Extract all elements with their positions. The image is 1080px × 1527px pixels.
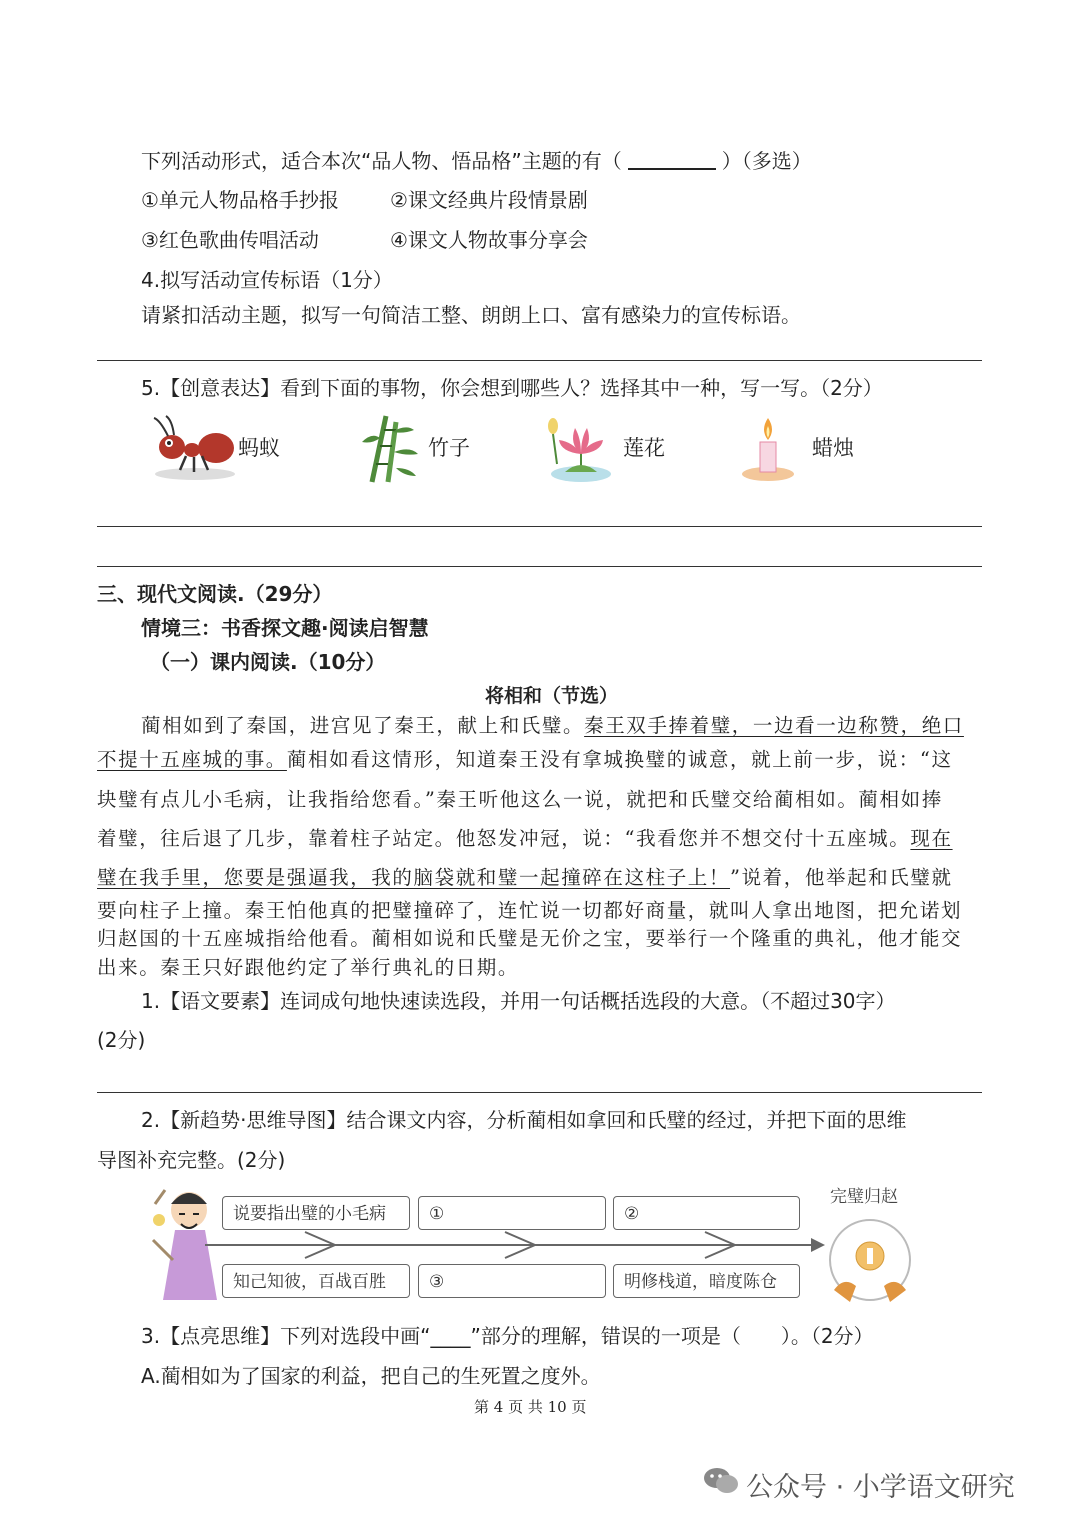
passage-line: 不提十五座城的事。蔺相如看这情形，知道秦王没有拿城换璧的诚意，就上前一步，说：“这 [97, 748, 953, 771]
question-activity-form [141, 147, 812, 175]
passage-line: 归赵国的十五座城指给他看。蔺相如说和氏璧是无价之宝，要举行一个隆重的典礼，他才能交 [97, 927, 963, 950]
passage-line: 璧在我手里，您要是强逼我，我的脑袋就和璧一起撞碎在这柱子上！”说着，他举起和氏璧就 [97, 866, 953, 889]
passage-line: 蔺相如到了秦国，进宫见了秦王，献上和氏璧。秦王双手捧着璧，一边看一边称赞，绝口 [141, 714, 964, 737]
question-3-stem: 3.【点亮思维】下列对选段中画“ [141, 1324, 431, 1348]
candle-icon [738, 412, 798, 484]
question-3 [141, 1322, 874, 1350]
option-3: ③红色歌曲传唱活动 [141, 228, 319, 252]
option-2: ②课文经典片段情景剧 [390, 188, 588, 212]
item-bamboo [352, 412, 492, 484]
answer-line[interactable] [97, 1092, 982, 1093]
question-activity-close: ）（多选） [721, 149, 812, 173]
watermark: 公众号 · 小学语文研究 [746, 1472, 1015, 1503]
question-4-title: 4.拟写活动宣传标语（1分） [141, 268, 393, 292]
question-5: 5.【创意表达】看到下面的事物，你会想到哪些人？选择其中一种，写一写。（2分） [141, 376, 883, 400]
ant-icon [150, 412, 240, 482]
option-1: ①单元人物品格手抄报 [141, 188, 339, 212]
lotus-icon [545, 412, 617, 484]
mind-map-box-top-3[interactable]: ② [613, 1196, 800, 1230]
scene-title: 情境三：书香探文趣·阅读启智慧 [141, 616, 429, 640]
option-4: ④课文人物故事分享会 [390, 228, 588, 252]
item-label-bamboo: 竹子 [428, 436, 470, 460]
question-2-line-1: 2.【新趋势·思维导图】结合课文内容，分析蔺相如拿回和氏璧的经过，并把下面的思维 [141, 1108, 907, 1132]
item-lotus [545, 412, 685, 484]
mind-map-box-top-1: 说要指出璧的小毛病 [222, 1196, 410, 1230]
part-1-title: （一）课内阅读.（10分） [150, 650, 386, 674]
question-4-text: 请紧扣活动主题，拟写一句简洁工整、朗朗上口、富有感染力的宣传标语。 [141, 303, 801, 327]
item-candle [738, 412, 878, 484]
passage-line: 着璧，往后退了几步，靠着柱子站定。他怒发冲冠，说：“我看您并不想交付十五座城。现在 [97, 827, 953, 850]
page-number: 第 4 页 共 10 页 [474, 1398, 587, 1416]
answer-line[interactable] [97, 360, 982, 361]
mind-map-arrows [205, 1230, 835, 1260]
passage-title: 将相和（节选） [485, 685, 619, 707]
mind-map-box-bottom-3: 明修栈道，暗度陈仓 [613, 1264, 800, 1298]
wechat-icon [702, 1466, 740, 1496]
item-label-ant: 蚂蚁 [238, 436, 280, 460]
mind-map-box-top-2[interactable]: ① [418, 1196, 606, 1230]
mind-map-box-bottom-2[interactable]: ③ [418, 1264, 606, 1298]
answer-blank[interactable] [628, 148, 716, 170]
answer-line[interactable] [97, 526, 982, 527]
section-3-title: 三、现代文阅读.（29分） [97, 582, 333, 606]
item-label-lotus: 莲花 [623, 436, 665, 460]
mind-map-box-bottom-1: 知己知彼，百战百胜 [222, 1264, 410, 1298]
passage-line: 要向柱子上撞。秦王怕他真的把璧撞碎了，连忙说一切都好商量，就叫人拿出地图，把允诺划 [97, 899, 963, 922]
passage-line: 块璧有点儿小毛病，让我指给您看。”秦王听他这么一说，就把和氏璧交给蔺相如。蔺相如捧 [97, 788, 943, 811]
item-label-candle: 蜡烛 [812, 436, 854, 460]
question-2-line-2: 导图补充完整。(2分) [97, 1148, 286, 1172]
question-3-rest: ”部分的理解，错误的一项是（ ）。（2分） [470, 1324, 874, 1348]
bamboo-icon [352, 412, 432, 484]
question-3-blank: ____ [430, 1324, 471, 1348]
question-activity-stem: 下列活动形式，适合本次“品人物、悟品格”主题的有（ [141, 149, 622, 173]
question-1-score: (2分) [97, 1028, 146, 1052]
mind-map-end-label: 完璧归赵 [830, 1187, 898, 1207]
passage-line: 出来。秦王只好跟他约定了举行典礼的日期。 [97, 956, 520, 979]
answer-line[interactable] [97, 566, 982, 567]
jade-bi-icon [820, 1210, 920, 1310]
option-a[interactable]: A.蔺相如为了国家的利益，把自己的生死置之度外。 [141, 1364, 601, 1388]
item-ant [150, 412, 290, 484]
question-1: 1.【语文要素】连词成句地快速读选段，并用一句话概括选段的大意。（不超过30字） [141, 989, 896, 1013]
